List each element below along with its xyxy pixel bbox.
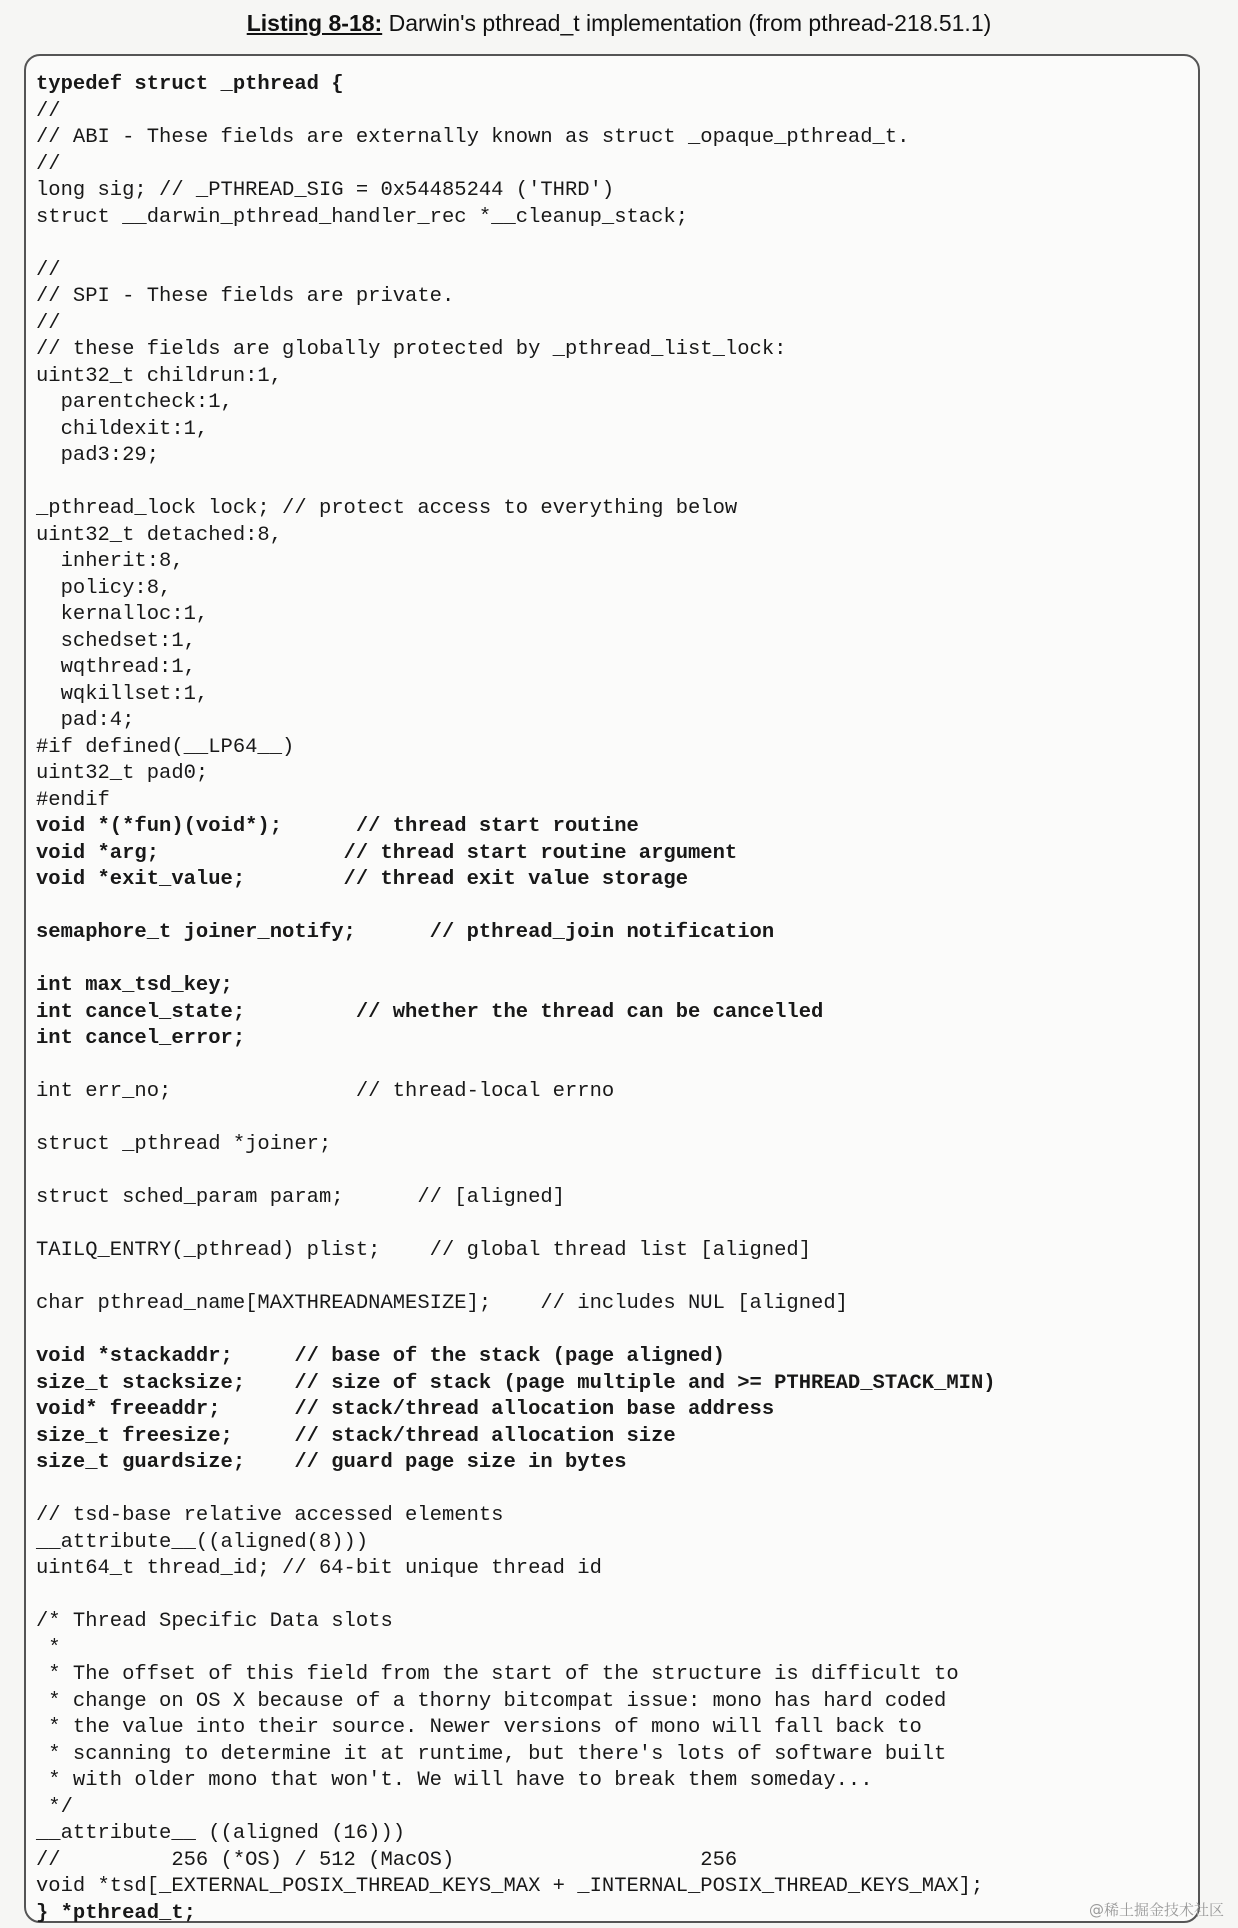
code-line	[36, 1106, 1196, 1133]
code-block	[36, 72, 1196, 1927]
code-line: /* Thread Specific Data slots	[36, 1610, 393, 1633]
code-line: void *exit_value; // thread exit value storage	[36, 868, 689, 891]
code-line: uint32_t detached:8,	[36, 523, 283, 547]
code-line: // 256 (*OS) / 512 (MacOS) 256	[36, 1848, 738, 1872]
code-line: int cancel_error;	[36, 1027, 246, 1050]
code-line: void* freeaddr; // stack/thread allocation base address	[36, 1398, 775, 1421]
code-line: * change on OS X because of a thorny bitcompat issue: mono has hard coded	[36, 1689, 947, 1713]
code-line: inherit:8,	[36, 550, 184, 573]
code-line: */	[36, 1795, 73, 1819]
code-line: long sig; // _PTHREAD_SIG = 0x54485244 ('THRD')	[36, 179, 615, 202]
code-line: wqthread:1,	[36, 656, 196, 679]
code-line	[36, 1159, 1196, 1186]
code-line: size_t stacksize; // size of stack (page multiple and >= PTHREAD_STACK_MIN)	[36, 1371, 996, 1395]
code-line: size_t guardsize; // guard page size in bytes	[36, 1451, 627, 1474]
code-line: int err_no; // thread-local errno	[36, 1080, 615, 1103]
code-line: uint64_t thread_id; // 64-bit unique thread id	[36, 1557, 602, 1580]
code-line	[36, 470, 1196, 497]
code-line: size_t freesize; // stack/thread allocation size	[36, 1424, 676, 1448]
code-line: //	[36, 258, 61, 282]
code-line: wqkillset:1,	[36, 682, 209, 706]
code-line: struct __darwin_pthread_handler_rec *__cleanup_stack;	[36, 205, 689, 229]
code-line: #if defined(__LP64__)	[36, 735, 295, 759]
code-line	[36, 231, 1196, 258]
code-line: // these fields are globally protected by _pthread_list_lock:	[36, 338, 787, 361]
code-line: struct sched_param param; // [aligned]	[36, 1186, 565, 1209]
code-line: // SPI - These fields are private.	[36, 285, 455, 308]
code-line: int max_tsd_key;	[36, 974, 233, 997]
code-line: policy:8,	[36, 576, 172, 600]
code-line: } *pthread_t;	[36, 1901, 196, 1925]
code-line: int cancel_state; // whether the thread can be cancelled	[36, 1000, 824, 1024]
code-line: //	[36, 152, 61, 176]
listing-title: Darwin's pthread_t implementation (from pthread-218.51.1)	[382, 10, 992, 36]
code-line: struct _pthread *joiner;	[36, 1133, 332, 1156]
code-line: pad:4;	[36, 709, 135, 732]
code-line: void *stackaddr; // base of the stack (page aligned)	[36, 1345, 725, 1368]
code-line	[36, 1477, 1196, 1504]
code-line	[36, 1318, 1196, 1345]
code-line: * The offset of this field from the start of the structure is difficult to	[36, 1663, 959, 1686]
code-line: //	[36, 311, 61, 335]
code-line: char pthread_name[MAXTHREADNAMESIZE]; // includes NUL [aligned]	[36, 1292, 848, 1315]
code-line: // ABI - These fields are externally known as struct _opaque_pthread_t.	[36, 126, 910, 149]
code-line: #endif	[36, 788, 110, 812]
code-line	[36, 894, 1196, 921]
code-line: __attribute__((aligned(8)))	[36, 1530, 369, 1554]
code-line: schedset:1,	[36, 629, 196, 653]
code-line: *	[36, 1636, 61, 1660]
code-line: _pthread_lock lock; // protect access to everything below	[36, 497, 738, 520]
code-line: void *(*fun)(void*); // thread start routine	[36, 815, 639, 838]
code-line: kernalloc:1,	[36, 603, 209, 626]
code-line: __attribute__ ((aligned (16)))	[36, 1822, 406, 1845]
code-line: void *arg; // thread start routine argument	[36, 841, 738, 865]
code-line: * the value into their source. Newer versions of mono will fall back to	[36, 1716, 922, 1739]
code-line: // tsd-base relative accessed elements	[36, 1504, 504, 1527]
code-line	[36, 1053, 1196, 1080]
code-line: parentcheck:1,	[36, 391, 233, 414]
code-line: childexit:1,	[36, 417, 209, 441]
code-line: semaphore_t joiner_notify; // pthread_join notification	[36, 921, 775, 944]
code-line: * with older mono that won't. We will have to break them someday...	[36, 1769, 873, 1792]
code-line	[36, 1583, 1196, 1610]
code-line: TAILQ_ENTRY(_pthread) plist; // global thread list [aligned]	[36, 1239, 812, 1262]
code-line: * scanning to determine it at runtime, but there's lots of software built	[36, 1742, 947, 1766]
watermark: @稀土掘金技术社区	[1088, 1901, 1224, 1919]
code-line: uint32_t pad0;	[36, 762, 209, 785]
code-line: void *tsd[_EXTERNAL_POSIX_THREAD_KEYS_MAX + _INTERNAL_POSIX_THREAD_KEYS_MAX];	[36, 1875, 984, 1898]
code-line	[36, 1212, 1196, 1239]
code-line: uint32_t childrun:1,	[36, 364, 283, 388]
listing-number: Listing 8-18:	[246, 10, 383, 36]
listing-caption	[0, 8, 1238, 38]
code-line	[36, 1265, 1196, 1292]
code-line: //	[36, 99, 61, 123]
code-line	[36, 947, 1196, 974]
code-line: pad3:29;	[36, 444, 160, 467]
code-line: typedef struct _pthread {	[36, 73, 344, 96]
